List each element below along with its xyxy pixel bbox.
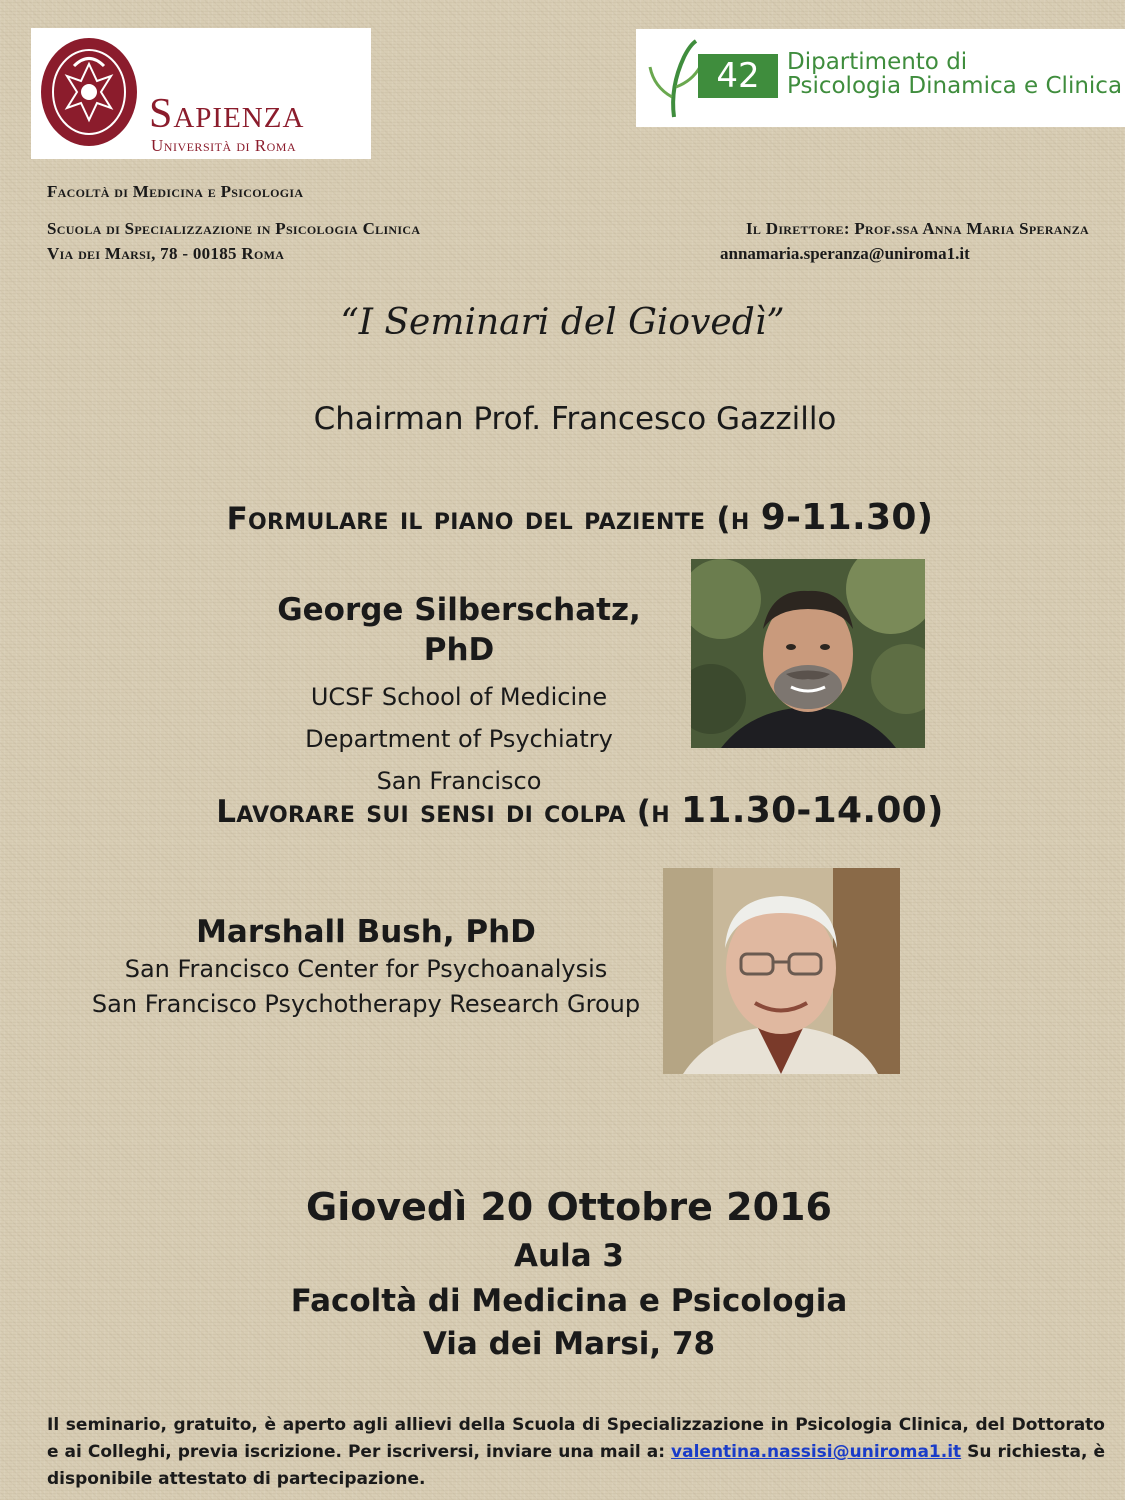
department-logo — [636, 29, 1125, 127]
footer-text-after: Su richiesta, è disponibile attestato di partecipazione. — [47, 1442, 1105, 1489]
speaker2-block — [60, 912, 672, 1022]
director: Il Direttore: Prof.ssa Anna Maria Speranza — [745, 219, 1089, 238]
session1-time: 9-11.30 — [760, 497, 917, 538]
school-address: Via dei Marsi, 78 - 00185 Roma — [47, 244, 285, 263]
chairman: Chairman Prof. Francesco Gazzillo — [313, 401, 837, 437]
department-name-line2: Psicologia Dinamica e Clinica — [787, 73, 1123, 99]
sapienza-subtitle: Università di Roma — [151, 136, 297, 155]
speaker2-affiliation-1: San Francisco Center for Psychoanalysis — [124, 955, 608, 983]
footer-note — [47, 1412, 1105, 1493]
speaker1-affiliation-2: Department of Psychiatry — [305, 725, 613, 753]
event-address: Via dei Marsi, 78 — [422, 1326, 716, 1362]
department-name-line1: Dipartimento di — [787, 49, 968, 75]
department-number: 42 — [698, 54, 778, 98]
speaker1-affiliation-1: UCSF School of Medicine — [310, 683, 608, 711]
speaker1-block — [240, 590, 678, 802]
session2-title — [0, 790, 1125, 831]
session2-title-main: Lavorare sui sensi di colpa (h — [216, 794, 682, 830]
sapienza-seal-icon — [39, 36, 139, 148]
event-room: Aula 3 — [514, 1238, 624, 1274]
leaf-icon — [644, 37, 704, 121]
session1-title — [0, 497, 1125, 538]
session2-time: 11.30-14.00 — [681, 790, 928, 831]
school-name: Scuola di Specializzazione in Psicologia Clinica — [47, 219, 421, 238]
registration-email-link[interactable]: valentina.nassisi@uniroma1.it — [671, 1442, 962, 1462]
sapienza-logo — [31, 28, 371, 159]
event-venue: Facoltà di Medicina e Psicologia — [290, 1283, 848, 1319]
faculty-name: Facoltà di Medicina e Psicologia — [47, 182, 304, 201]
sapienza-name: Sapienza — [149, 91, 305, 137]
speaker2-photo — [663, 868, 900, 1074]
series-title: “I Seminari del Giovedì” — [340, 302, 785, 343]
speaker1-photo — [691, 559, 925, 748]
speaker2-name: Marshall Bush, PhD — [196, 914, 536, 950]
director-email: annamaria.speranza@uniroma1.it — [720, 244, 970, 263]
event-date: Giovedì 20 Ottobre 2016 — [306, 1185, 832, 1229]
speaker1-name: George Silberschatz, PhD — [277, 592, 641, 668]
speaker1-affiliation-3: San Francisco — [376, 767, 542, 795]
session1-title-end: ) — [916, 497, 934, 538]
footer-text-before: Il seminario, gratuito, è aperto agli allievi della Scuola di Specializzazione in Psicologia Clinica, del Dottorato e ai Colleghi, previa iscrizione. Per iscriversi, inviare una mail a: — [47, 1415, 1105, 1462]
speaker2-affiliation-2: San Francisco Psychotherapy Research Group — [91, 990, 641, 1018]
session2-title-end: ) — [927, 790, 944, 831]
session1-title-main: Formulare il piano del paziente (h — [226, 501, 761, 537]
